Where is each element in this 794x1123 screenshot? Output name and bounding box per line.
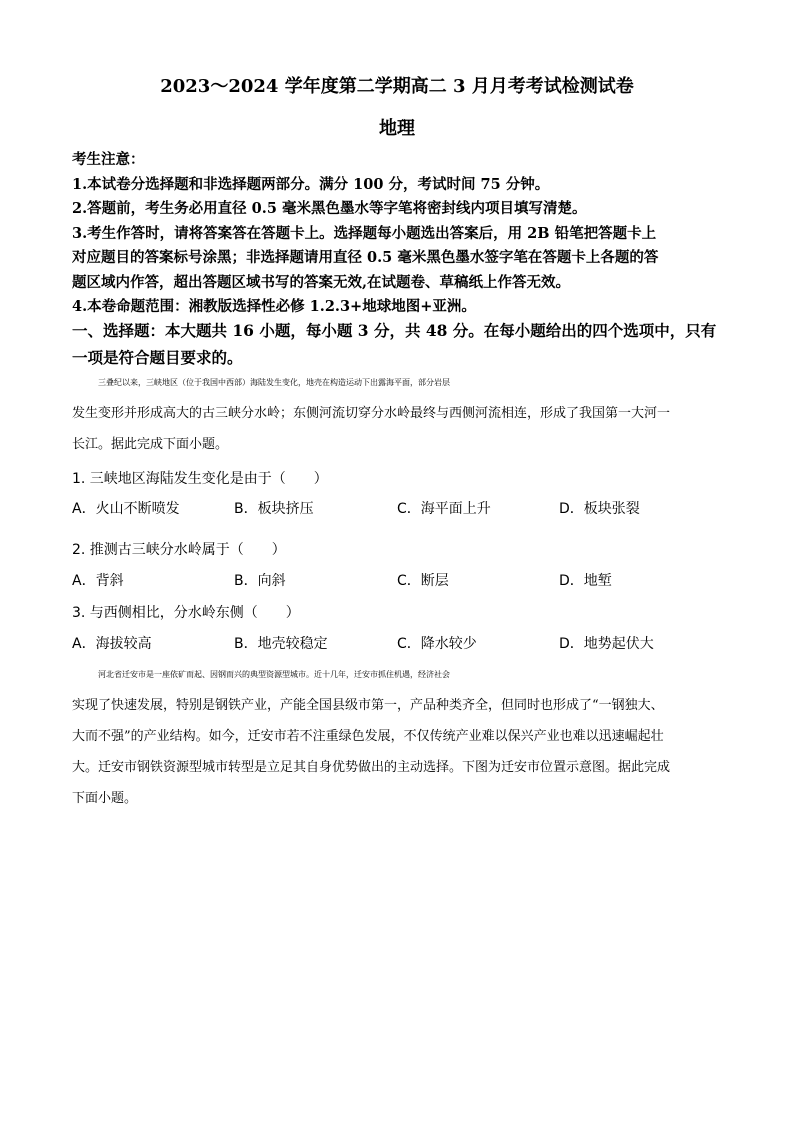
question-3-stem: 3. 与西侧相比，分水岭东侧（ ） (72, 605, 300, 621)
question-2-option-b: B．向斜 (234, 573, 286, 589)
notice-line: 4.本卷命题范围：湘教版选择性必修 1.2.3+地球地图+亚洲。 (72, 298, 476, 315)
notice-line: 题区域内作答，超出答题区域书写的答案无效,在试题卷、草稿纸上作答无效。 (72, 273, 571, 291)
question-2-option-a: A．背斜 (72, 573, 124, 589)
question-1-option-d: D．板块张裂 (559, 501, 640, 517)
passage-line: 河北省迁安市是一座依矿而起、因钢而兴的典型资源型城市。近十几年，迁安市抓住机遇，经济社会 (98, 670, 450, 679)
question-3-option-b: B．地壳较稳定 (234, 636, 328, 652)
notice-line: 对应题目的答案标号涂黑；非选择题请用直径 0.5 毫米黑色墨水签字笔在答题卡上各题的答 (72, 249, 659, 266)
question-2-stem: 2. 推测古三峡分水岭属于（ ） (72, 542, 286, 558)
passage-three-gorges (72, 367, 722, 460)
notice-line: 3.考生作答时，请将答案答在答题卡上。选择题每小题选出答案后，用 2B 铅笔把答题卡上 (72, 224, 657, 242)
question-3-option-d: D．地势起伏大 (559, 636, 654, 652)
passage-qian-an (72, 659, 722, 814)
question-3-option-a: A．海拔较高 (72, 636, 152, 652)
question-1-stem: 1. 三峡地区海陆发生变化是由于（ ） (72, 471, 328, 487)
subject-title: 地理 (379, 118, 415, 139)
passage-line: 大。迁安市钢铁资源型城市转型是立足其自身优势做出的主动选择。下图为迁安市位置示意图。据此完成 (72, 760, 671, 775)
notice-heading: 考生注意： (72, 151, 145, 168)
question-1-option-a: A．火山不断喷发 (72, 501, 180, 517)
passage-line: 大而不强”的产业结构。如今，迁安市若不注重绿色发展，不仅传统产业难以保兴产业也难以迅速崛起壮 (72, 729, 664, 744)
section-heading (72, 317, 722, 371)
section-line: 一、选择题：本大题共 16 小题，每小题 3 分，共 48 分。在每小题给出的四个选项中，只有 (72, 321, 717, 340)
candidate-notice (72, 148, 722, 320)
exam-title: 2023～2024 学年度第二学期高二 3 月月考考试检测试卷 (160, 76, 634, 97)
section-line: 一项是符合题目要求的。 (72, 348, 243, 367)
question-2-option-d: D．地堑 (559, 573, 612, 589)
passage-line: 实现了快速发展，特别是钢铁产业，产能全国县级市第一，产品种类齐全，但同时也形成了“一钢独大、 (72, 698, 664, 713)
passage-line: 发生变形并形成高大的古三峡分水岭；东侧河流切穿分水岭最终与西侧河流相连，形成了我国第一大河一 (72, 406, 671, 421)
question-1-option-b: B．板块挤压 (234, 501, 314, 517)
passage-line: 下面小题。 (72, 791, 138, 806)
passage-line: 三叠纪以来，三峡地区（位于我国中西部）海陆发生变化，地壳在构造运动下出露海平面，部分岩层 (98, 378, 450, 387)
notice-line: 1.本试卷分选择题和非选择题两部分。满分 100 分，考试时间 75 分钟。 (72, 175, 550, 193)
question-1-option-c: C．海平面上升 (397, 501, 491, 517)
passage-line: 长江。据此完成下面小题。 (72, 437, 229, 452)
question-2-option-c: C．断层 (397, 573, 449, 589)
question-3-option-c: C．降水较少 (397, 636, 477, 652)
notice-line: 2.答题前，考生务必用直径 0.5 毫米黑色墨水等字笔将密封线内项目填写清楚。 (72, 200, 587, 217)
